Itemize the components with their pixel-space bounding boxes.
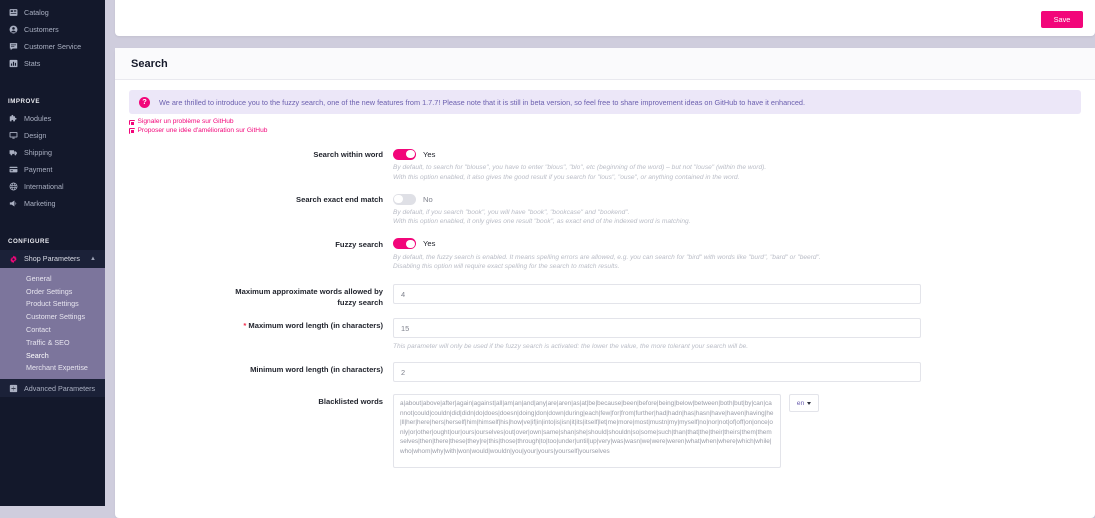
sidebar-item-label: Shipping [24, 147, 52, 157]
sub-item-label: Customer Settings [26, 312, 86, 322]
link-label: Proposer une idée d'amélioration sur GitHub [137, 126, 268, 134]
design-icon [8, 131, 18, 141]
sidebar-item-customer-service[interactable] [0, 38, 105, 55]
field-search-within-word [129, 147, 1081, 182]
toggle-knob [394, 195, 402, 203]
fuzzy-search-toggle[interactable] [393, 238, 416, 249]
info-banner-text: We are thrilled to introduce you to the fuzzy search, one of the new features from 1.7.7! Please note that it is still in beta version, so feel free to share improvement ideas on GitHub to have it enhanced. [159, 97, 805, 107]
toggle-value: Yes [423, 239, 436, 249]
sidebar-item-label: Customers [24, 24, 59, 34]
github-links [129, 118, 1081, 135]
page-title: Search [131, 57, 168, 70]
sidebar-item-catalog[interactable] [0, 4, 105, 21]
sidebar-item-advanced-parameters[interactable] [0, 379, 105, 397]
payment-icon [8, 165, 18, 175]
field-label: Search within word [313, 150, 383, 160]
min-word-length-input[interactable] [393, 362, 921, 382]
field-label: Minimum word length (in characters) [250, 364, 383, 374]
sidebar-item-traffic-seo[interactable] [0, 336, 105, 349]
sidebar-item-merchant-expertise[interactable] [0, 362, 105, 375]
sub-item-label: Merchant Expertise [26, 363, 88, 373]
sidebar-item-label: Modules [24, 113, 52, 123]
card-body [115, 80, 1095, 468]
field-label [129, 284, 393, 308]
main-content [105, 0, 1071, 506]
shop-parameters-submenu [0, 268, 105, 379]
customer-service-icon [8, 42, 18, 52]
main-sidebar [0, 0, 105, 506]
toggle-value: Yes [423, 149, 436, 159]
sidebar-item-contact[interactable] [0, 323, 105, 336]
field-help-line-2: With this option enabled, it also gives the good result if you search for "lous", "ouse", or anything contained in the word. [393, 173, 740, 181]
field-help-line-1: By default, the fuzzy search is enabled. It means spelling errors are allowed, e.g. you can search for "bird" with words like "burd", "bard" or "beerd". [393, 253, 821, 261]
customers-icon [8, 25, 18, 35]
sub-item-label: Product Settings [26, 299, 79, 309]
field-label-line-1: Maximum approximate words allowed by [235, 286, 383, 296]
field-label [129, 318, 393, 331]
sidebar-section-configure: CONFIGURE [8, 238, 50, 245]
sidebar-item-modules[interactable] [0, 110, 105, 127]
report-issue-link[interactable] [129, 118, 1081, 127]
sidebar-item-stats[interactable] [0, 55, 105, 72]
sub-item-label: General [26, 273, 52, 283]
chevron-down-icon [807, 402, 811, 405]
language-select-value: en [796, 399, 805, 407]
sub-item-label: Search [26, 350, 49, 360]
sidebar-item-label: Stats [24, 58, 41, 68]
sidebar-item-order-settings[interactable] [0, 285, 105, 298]
language-select[interactable] [789, 394, 819, 412]
field-help-line-1: By default, if you search "book", you will have "book", "bookcase" and "bookend". [393, 209, 630, 216]
field-help: This parameter will only be used if the fuzzy search is activated: the lower the value, the more tolerant your search will be. [393, 343, 749, 351]
sidebar-item-design[interactable] [0, 127, 105, 144]
sidebar-item-shipping[interactable] [0, 144, 105, 161]
field-label: Search exact end match [296, 195, 383, 204]
stats-icon [8, 59, 18, 69]
search-within-word-toggle[interactable] [393, 149, 416, 160]
sidebar-item-general[interactable] [0, 272, 105, 285]
sidebar-item-label: Payment [24, 164, 53, 174]
sidebar-item-shop-parameters[interactable] [0, 250, 105, 268]
sub-item-label: Traffic & SEO [26, 337, 70, 347]
external-link-icon [129, 128, 135, 134]
required-asterisk: * [243, 320, 247, 330]
page-toolbar [115, 0, 1095, 36]
search-exact-end-match-toggle[interactable] [393, 194, 416, 205]
sidebar-item-label: Shop Parameters [24, 254, 80, 264]
toggle-value: No [423, 194, 433, 204]
sliders-icon [8, 383, 18, 393]
field-help-line-2: Disabling this option will require exact spelling for the search to match results. [393, 263, 620, 271]
sidebar-item-label: Catalog [24, 7, 49, 17]
sidebar-section-improve: IMPROVE [8, 98, 41, 105]
card-header [115, 48, 1095, 80]
field-fuzzy-search [129, 237, 1081, 272]
max-word-length-input[interactable] [393, 318, 921, 338]
sub-item-label: Order Settings [26, 286, 73, 296]
link-label: Signaler un problème sur GitHub [137, 118, 234, 125]
field-help-line-2: With this option enabled, it only gives one result "book", as exact end of the indexed word is matching. [393, 218, 691, 226]
external-link-icon [129, 120, 135, 126]
max-approximate-words-input[interactable] [393, 284, 921, 304]
sidebar-item-customer-settings[interactable] [0, 310, 105, 323]
international-icon [8, 182, 18, 192]
info-banner [129, 90, 1081, 114]
save-button[interactable]: Save [1041, 11, 1083, 28]
sub-item-label: Contact [26, 325, 51, 335]
sidebar-item-marketing[interactable] [0, 195, 105, 212]
sidebar-item-international[interactable] [0, 178, 105, 195]
field-label-text: Maximum word length (in characters) [248, 320, 383, 330]
marketing-icon [8, 199, 18, 209]
field-label-line-2: fuzzy search [337, 297, 383, 307]
sidebar-item-customers[interactable] [0, 21, 105, 38]
sidebar-item-search[interactable] [0, 349, 105, 362]
sidebar-item-label: Marketing [24, 198, 56, 208]
sidebar-item-payment[interactable] [0, 161, 105, 178]
field-min-word-length [129, 362, 1081, 383]
field-blacklisted-words [129, 394, 1081, 468]
catalog-icon [8, 8, 18, 18]
modules-icon [8, 114, 18, 124]
chevron-up-icon: ▲ [90, 256, 96, 262]
gear-icon [8, 254, 18, 264]
question-mark-icon: ? [139, 97, 150, 108]
field-max-word-length [129, 318, 1081, 352]
field-search-exact-end-match [129, 192, 1081, 227]
field-help-line-1: By default, to search for "blouse", you have to enter "blous", "blo", etc (beginning of the word) – but not "louse" (within the word). [393, 164, 767, 172]
sidebar-item-label: Advanced Parameters [24, 383, 96, 393]
blacklisted-words-textarea[interactable] [393, 394, 781, 468]
sidebar-item-product-settings[interactable] [0, 298, 105, 311]
field-label: Fuzzy search [335, 239, 383, 249]
sidebar-item-label: Customer Service [24, 41, 82, 51]
suggest-improvement-link[interactable] [129, 127, 1081, 136]
sidebar-item-label: Design [24, 130, 47, 140]
field-max-approximate-words [129, 284, 1081, 308]
field-label: Blacklisted words [318, 397, 383, 407]
toggle-knob [406, 240, 414, 248]
toggle-knob [406, 150, 414, 158]
search-settings-card [115, 48, 1095, 518]
sidebar-item-label: International [24, 181, 64, 191]
shipping-icon [8, 148, 18, 158]
